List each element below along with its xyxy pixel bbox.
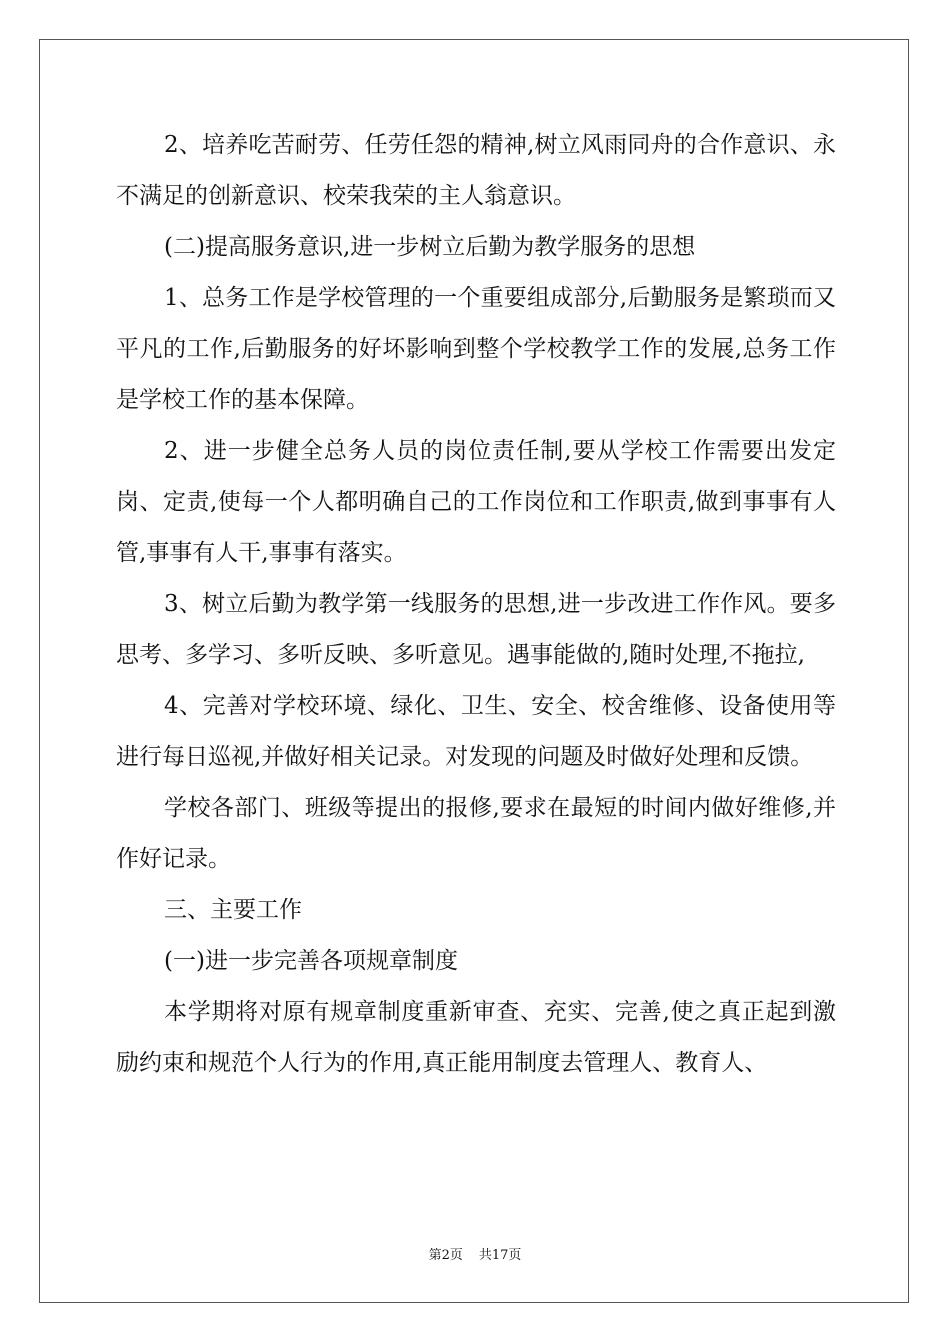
page-total: 共17页 xyxy=(478,1248,522,1263)
paragraph: 学校各部门、班级等提出的报修,要求在最短的时间内做好维修,并作好记录。 xyxy=(116,795,836,872)
paragraph: (二)提高服务意识,进一步树立后勤为教学服务的思想 xyxy=(164,234,696,260)
subsection-heading: (一)进一步完善各项规章制度 xyxy=(164,948,458,974)
paragraph: 1、总务工作是学校管理的一个重要组成部分,后勤服务是繁琐而又平凡的工作,后勤服务的好坏影响到整个学校教学工作的发展,总务工作是学校工作的基本保障。 xyxy=(116,285,836,413)
paragraph: 2、进一步健全总务人员的岗位责任制,要从学校工作需要出发定岗、定责,使每一个人都明确自己的工作岗位和工作职责,做到事事有人管,事事有人干,事事有落实。 xyxy=(116,438,836,566)
page-number: 第2页 xyxy=(428,1248,463,1263)
document-body xyxy=(116,120,836,1089)
page-footer xyxy=(0,1246,950,1266)
section-heading: 三、主要工作 xyxy=(164,897,302,923)
paragraph: 本学期将对原有规章制度重新审查、充实、完善,使之真正起到激励约束和规范个人行为的作用,真正能用制度去管理人、教育人、 xyxy=(116,999,836,1076)
paragraph: 4、完善对学校环境、绿化、卫生、安全、校舍维修、设备使用等进行每日巡视,并做好相关记录。对发现的问题及时做好处理和反馈。 xyxy=(116,693,836,770)
paragraph: 3、树立后勤为教学第一线服务的思想,进一步改进工作作风。要多思考、多学习、多听反映、多听意见。遇事能做的,随时处理,不拖拉, xyxy=(116,591,836,668)
paragraph: 2、培养吃苦耐劳、任劳任怨的精神,树立风雨同舟的合作意识、永不满足的创新意识、校荣我荣的主人翁意识。 xyxy=(116,132,836,209)
